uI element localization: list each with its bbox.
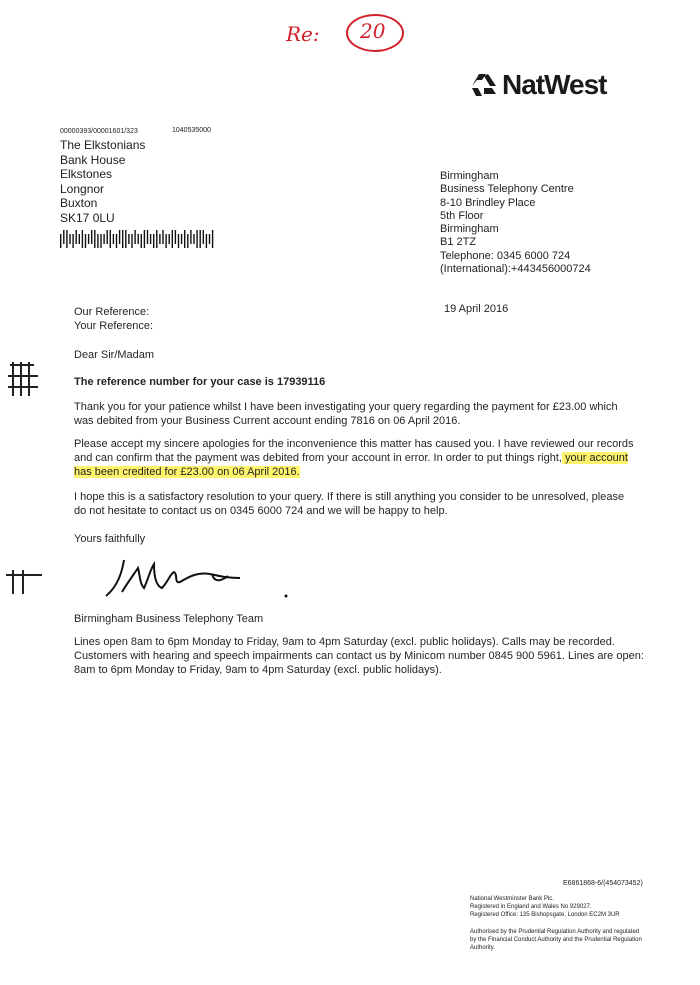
barcode-bar [63, 230, 64, 244]
barcode-bar [159, 234, 160, 244]
barcode-bar [178, 234, 179, 248]
barcode-bar [181, 234, 182, 244]
branch-line: Birmingham [440, 223, 499, 236]
recipient-line: Longnor [60, 181, 105, 196]
barcode-bar [85, 234, 86, 248]
branch-line: 5th Floor [440, 209, 484, 222]
margin-mark [20, 362, 22, 396]
barcode-bar [131, 234, 132, 248]
authorisation-details [470, 928, 642, 952]
letter-date: 19 April 2016 [444, 303, 509, 315]
barcode-bar [209, 234, 210, 244]
salutation: Dear Sir/Madam [74, 349, 155, 361]
barcode-bar [165, 234, 166, 248]
branch-line: Business Telephony Centre [440, 183, 574, 196]
our-reference-label: Our Reference: [74, 306, 150, 318]
barcode-bar [97, 234, 98, 248]
barcode-bar [110, 230, 111, 248]
barcode-bar [193, 234, 194, 244]
barcode-bar [88, 234, 89, 244]
barcode-bar [116, 234, 117, 248]
barcode-bar [82, 230, 83, 248]
natwest-chevrons-icon [470, 72, 498, 98]
barcode-bar [134, 230, 135, 244]
margin-mark [12, 570, 14, 594]
case-reference-heading: The reference number for your case is 17939116 [74, 376, 326, 388]
barcode-bar [175, 230, 176, 244]
barcode-bar [196, 230, 197, 248]
signatory-team: Birmingham Business Telephony Team [74, 613, 264, 625]
barcode-bar [203, 230, 204, 244]
branch-international: (International):+443456000724 [440, 263, 591, 276]
closing: Yours faithfully [74, 533, 146, 545]
barcode-bar [66, 230, 67, 248]
authorisation-line: Authority. [470, 945, 495, 951]
minicom-line: Customers with hearing and speech impairments can contact us by Minicom number 0845 900 5961. Lines are open: [74, 650, 644, 662]
natwest-wordmark: NatWest [502, 69, 607, 100]
barcode-bar [162, 230, 163, 244]
barcode-bar [100, 234, 101, 248]
barcode-bar [69, 234, 70, 244]
margin-mark [28, 362, 30, 396]
branch-address [440, 170, 591, 276]
registration-line: Registered in England and Wales No 929027. [470, 904, 592, 910]
barcode-bar [184, 230, 185, 248]
credited-highlight: your account has been credited for £23.00 on 06 April 2016. [74, 452, 628, 478]
mail-reference-code: 1040535000 [172, 127, 211, 134]
registration-line: Registered Office: 135 Bishopsgate, London EC2M 3UR [470, 912, 620, 918]
paragraph-apology [74, 437, 634, 479]
branch-telephone: Telephone: 0345 6000 724 [440, 249, 571, 262]
branch-line: B1 2TZ [440, 236, 477, 249]
apology-text: Please accept my sincere apologies for the inconvenience this matter has caused you. I have reviewed our records and can confirm that the payment was debited from your account in error. In order to put things right, [74, 438, 634, 464]
handwritten-signature [100, 552, 290, 604]
recipient-line: SK17 0LU [60, 210, 115, 225]
opening-hours-line: Lines open 8am to 6pm Monday to Friday, 9am to 4pm Saturday (excl. public holidays). Calls may be recorded. [74, 636, 615, 648]
barcode-bar [187, 234, 188, 248]
barcode-bar [200, 230, 201, 248]
barcode-bar [122, 230, 123, 248]
registration-line: National Westminster Bank Plc. [470, 896, 554, 902]
barcode-bar [60, 234, 61, 248]
authorisation-line: Authorised by the Prudential Regulation Authority and regulated [470, 929, 640, 935]
branch-line: 8-10 Brindley Place [440, 196, 536, 209]
mail-sequence-code: 00000393/00001601/323 [60, 128, 138, 135]
barcode-bar [172, 230, 173, 248]
barcode-bar [125, 230, 126, 248]
registration-details [470, 895, 620, 919]
form-code: E6861868-6/(454073452) [563, 880, 643, 887]
minicom-hours-line: 8am to 6pm Monday to Friday, 9am to 4pm Saturday (excl. public holidays). [74, 664, 442, 676]
barcode-bar [190, 230, 191, 244]
authorisation-line: by the Financial Conduct Authority and the Prudential Regulation [470, 937, 642, 943]
recipient-address [60, 138, 145, 225]
barcode-bar [94, 230, 95, 248]
handwritten-re-label: Re: [286, 22, 320, 46]
recipient-line: The Elkstonians [60, 138, 146, 152]
paragraph-investigation: Thank you for your patience whilst I have been investigating your query regarding the payment for £23.00 which was debited from your Business Current account ending 7816 on 06 April 2016. [74, 401, 618, 427]
barcode-bar [150, 234, 151, 244]
barcode-bar [103, 234, 104, 244]
paragraph-resolution: I hope this is a satisfactory resolution to your query. If there is still anything you consider to be unresolved, please do not hesitate to contact us on 0345 6000 724 and we will be happy to help. [74, 491, 625, 517]
recipient-line: Bank House [60, 152, 126, 167]
postal-barcode [60, 230, 216, 248]
recipient-line: Buxton [60, 196, 98, 210]
barcode-bar [212, 230, 213, 248]
your-reference-label: Your Reference: [74, 320, 154, 332]
margin-mark [12, 362, 14, 396]
barcode-bar [107, 230, 108, 244]
barcode-bar [138, 234, 139, 244]
handwritten-number: 20 [360, 19, 386, 43]
barcode-bar [119, 230, 120, 244]
barcode-bar [147, 230, 148, 244]
branch-line: Birmingham [440, 170, 499, 182]
barcode-bar [206, 234, 207, 248]
barcode-bar [79, 234, 80, 244]
barcode-bar [156, 230, 157, 248]
barcode-bar [113, 234, 114, 244]
natwest-logo [470, 70, 607, 100]
barcode-bar [91, 230, 92, 244]
barcode-bar [144, 230, 145, 248]
recipient-line: Elkstones [60, 167, 113, 181]
barcode-bar [169, 234, 170, 244]
barcode-bar [128, 234, 129, 244]
barcode-bar [76, 230, 77, 244]
barcode-bar [153, 234, 154, 248]
barcode-bar [141, 234, 142, 248]
barcode-bar [72, 234, 73, 248]
margin-mark [22, 570, 24, 594]
